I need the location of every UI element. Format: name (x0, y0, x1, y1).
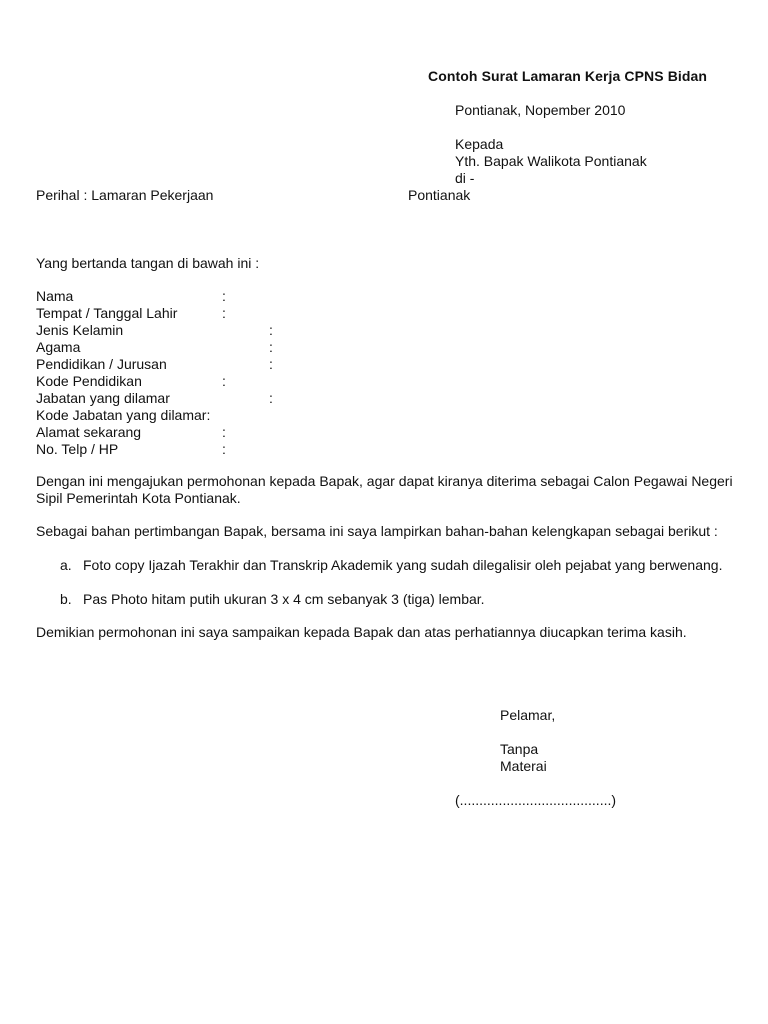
intro-line: Yang bertanda tangan di bawah ini : (36, 255, 260, 271)
list-marker: a. (60, 557, 72, 573)
recipient-line-4: Pontianak (408, 187, 471, 203)
body-paragraph-1: Dengan ini mengajukan permohonan kepada Bapak, agar dapat kiranya diterima sebagai Calon Pegawai Negeri Sipil Pemerintah Kota Pontianak. (36, 473, 733, 506)
place-date: Pontianak, Nopember 2010 (455, 102, 626, 118)
signature-name-line: (.......................................) (455, 792, 617, 808)
field-colon: : (222, 288, 226, 304)
field-label: Nama (36, 288, 74, 304)
list-item: Foto copy Ijazah Terakhir dan Transkrip Akademik yang sudah dilegalisir oleh pejabat yang berwenang. (83, 557, 723, 573)
recipient-line-2: Yth. Bapak Walikota Pontianak (455, 153, 647, 169)
field-colon: : (269, 339, 273, 355)
field-label: Tempat / Tanggal Lahir (36, 305, 178, 321)
list-item: Pas Photo hitam putih ukuran 3 x 4 cm sebanyak 3 (tiga) lembar. (83, 591, 485, 607)
stamp-line-1: Tanpa (500, 741, 539, 757)
stamp-line-2: Materai (500, 758, 547, 774)
field-label: Kode Jabatan yang dilamar: (36, 407, 211, 423)
field-label: Agama (36, 339, 81, 355)
field-label: No. Telp / HP (36, 441, 119, 457)
field-label: Kode Pendidikan (36, 373, 142, 389)
field-colon: : (222, 441, 226, 457)
recipient-line-3: di - (455, 170, 475, 186)
field-colon: : (222, 305, 226, 321)
letter-title: Contoh Surat Lamaran Kerja CPNS Bidan (428, 68, 708, 84)
field-colon: : (269, 356, 273, 372)
field-label: Jabatan yang dilamar (36, 390, 170, 406)
field-colon: : (222, 373, 226, 389)
field-label: Alamat sekarang (36, 424, 142, 440)
list-marker: b. (60, 591, 72, 607)
field-colon: : (222, 424, 226, 440)
recipient-line-1: Kepada (455, 136, 504, 152)
field-colon: : (269, 322, 273, 338)
field-label: Pendidikan / Jurusan (36, 356, 167, 372)
body-paragraph-2: Sebagai bahan pertimbangan Bapak, bersama ini saya lampirkan bahan-bahan kelengkapan sebagai berikut : (36, 523, 718, 539)
field-label: Jenis Kelamin (36, 322, 124, 338)
signature-label: Pelamar, (500, 707, 556, 723)
field-colon: : (269, 390, 273, 406)
subject-line: Perihal : Lamaran Pekerjaan (36, 187, 214, 203)
closing-paragraph: Demikian permohonan ini saya sampaikan kepada Bapak dan atas perhatiannya diucapkan terima kasih. (36, 624, 687, 640)
